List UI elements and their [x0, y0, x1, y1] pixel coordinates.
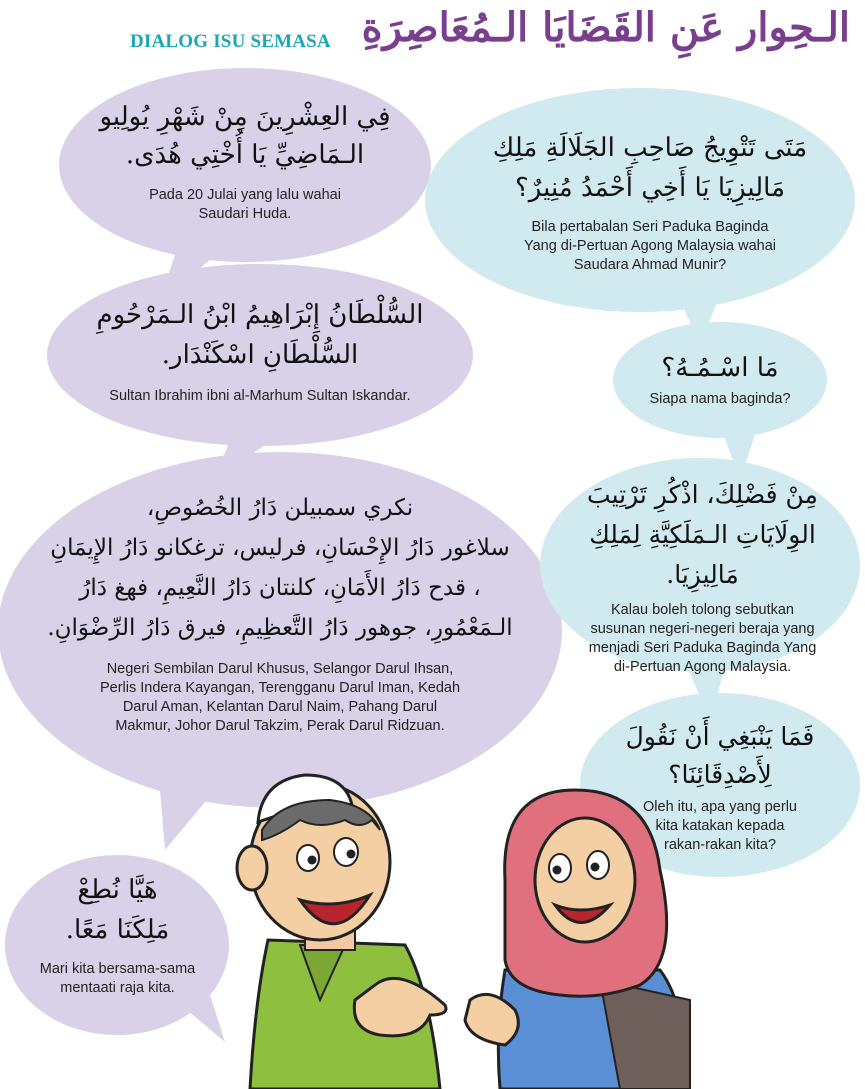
- bubble-2-arabic-line-1: مَتَى تَتْوِيجُ صَاحِبِ الجَلَالَةِ مَلِكِ: [492, 133, 808, 163]
- bubble-2-arabic-line-2: مَالِيزِيَا يَا أَخِي أَحْمَدُ مُنِيرٌ؟: [514, 173, 786, 203]
- bubble-3-arabic-line-2: السُّلْطَانِ اسْكَنْدَار.: [161, 340, 359, 370]
- bubble-5-malay-line-4: Makmur, Johor Darul Takzim, Perak Darul Ridzuan.: [115, 718, 445, 734]
- bubble-7-malay-line-1: Oleh itu, apa yang perlu: [643, 799, 797, 815]
- bubble-2-malay-line-1: Bila pertabalan Seri Paduka Baginda: [531, 219, 769, 235]
- bubble-1-malay-line-1: Pada 20 Julai yang lalu wahai: [149, 187, 341, 203]
- bubble-7-arabic-line-1: فَمَا يَنْبَغِي أَنْ نَقُولَ: [625, 722, 815, 751]
- bubble-2-malay-line-3: Saudara Ahmad Munir?: [573, 257, 727, 273]
- bubble-1-arabic-line-2: الـمَاضِيِّ يَا أُخْتِي هُدَى.: [125, 140, 365, 170]
- bubble-7-arabic-line-2: لِأَصْدِقَائِنَا؟: [668, 760, 772, 789]
- bubble-6-arabic-line-1: مِنْ فَضْلِكَ، اذْكُرِ تَرْتِيبَ: [587, 480, 818, 509]
- bubble-5-arabic-line-1: نكري سمبيلن دَارُ الخُصُوصِ،: [146, 495, 414, 521]
- bubble-6-malay-line-3: menjadi Seri Paduka Baginda Yang: [588, 640, 817, 656]
- bubble-7-content: [595, 718, 845, 855]
- bubble-1-malay-line-2: Saudari Huda.: [198, 206, 292, 222]
- bubble-5-arabic-line-2: سلاغور دَارُ الإِحْسَانِ، فرليس، ترغكانو دَارُ الإِيمَانِ: [50, 535, 510, 561]
- bubble-4-malay-line-1: Siapa nama baginda?: [649, 391, 791, 407]
- bubble-5-arabic-line-4: الـمَعْمُورِ، جوهور دَارُ التَّعظِيمِ، فيرق دَارُ الرِّضْوَانِ.: [47, 615, 513, 641]
- bubble-8-arabic-line-1: هَيَّا نُطِعْ: [77, 875, 158, 905]
- bubble-6-content: [550, 475, 855, 677]
- header-label: DIALOG ISU SEMASA: [130, 31, 331, 52]
- bubble-4-arabic-line-1: مَا اسْـمُـهُ؟: [661, 353, 779, 383]
- bubble-8-content: [15, 870, 220, 998]
- bubble-8-malay-line-2: mentaati raja kita.: [60, 980, 175, 996]
- bubble-2-malay-line-2: Yang di-Pertuan Agong Malaysia wahai: [523, 238, 777, 254]
- bubble-3-malay-line-1: Sultan Ibrahim ibni al-Marhum Sultan Iskandar.: [109, 388, 411, 404]
- bubble-5-malay-line-2: Perlis Indera Kayangan, Terengganu Darul Iman, Kedah: [99, 680, 461, 696]
- bubble-2-content: [460, 128, 840, 275]
- bubble-1-content: [80, 98, 410, 224]
- boy-character-illustration: [237, 775, 446, 1089]
- bubble-5-content: [25, 488, 535, 736]
- bubble-7-malay-line-3: rakan-rakan kita?: [663, 837, 777, 853]
- bubble-5-malay-line-1: Negeri Sembilan Darul Khusus, Selangor Darul Ihsan,: [106, 661, 454, 677]
- bubble-8-arabic-line-2: مَلِكَنَا مَعًا.: [65, 915, 170, 945]
- bubble-4-content: [625, 350, 815, 409]
- bubble-8-malay-line-1: Mari kita bersama-sama: [39, 961, 196, 977]
- bubble-3-arabic-line-1: السُّلْطَانُ إِبْرَاهِيمُ ابْنُ الـمَرْحُومِ: [96, 300, 424, 330]
- bubble-1-arabic-line-1: فِي العِشْرِينَ مِنْ شَهْرِ يُولِيو: [99, 102, 391, 132]
- bubble-6-malay-line-4: di-Pertuan Agong Malaysia.: [613, 659, 792, 675]
- bubble-7-malay-line-2: kita katakan kepada: [655, 818, 785, 834]
- bubble-3-content: [75, 295, 445, 406]
- bubble-5-malay-line-3: Darul Aman, Kelantan Darul Naim, Pahang Darul: [122, 699, 438, 715]
- bubble-5-arabic-line-3: ، قدح دَارُ الأَمَانِ، كلنتان دَارُ النَّعِيمِ، فهغ دَارُ: [79, 575, 481, 601]
- bubble-6-arabic-line-2: الوِلَايَاتِ الـمَلَكِيَّةِ لِمَلِكِ مَالِيزِيَا.: [589, 520, 816, 589]
- bubble-6-malay-line-1: Kalau boleh tolong sebutkan: [610, 602, 794, 618]
- header-title-arabic: الـحِوار عَنِ القَضَايَا الـمُعَاصِرَةِ: [361, 4, 850, 51]
- bubble-6-malay-line-2: susunan negeri-negeri beraja yang: [590, 621, 815, 637]
